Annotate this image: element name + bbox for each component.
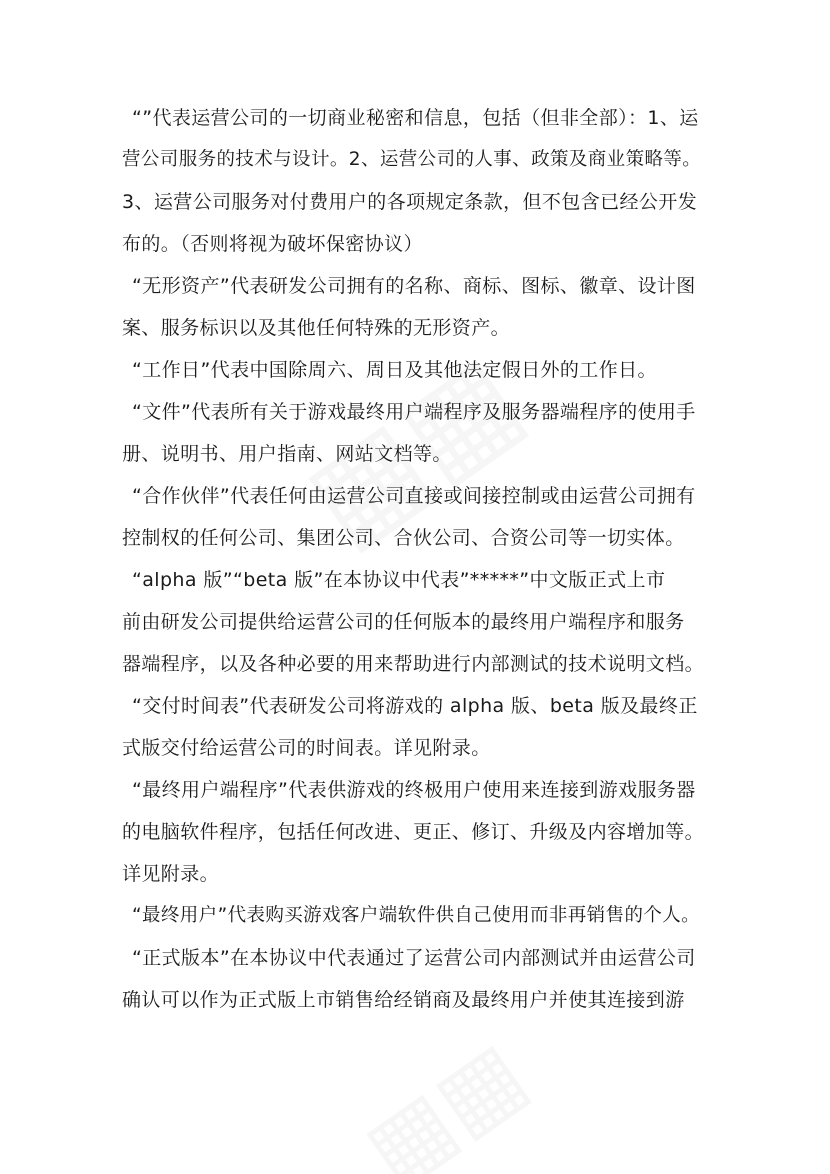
background-watermark [345, 1021, 545, 1174]
text-line: “最终用户”代表购买游戏客户端软件供自己使用而非再销售的个人。 [132, 905, 701, 926]
text-line: “工作日”代表中国除周六、周日及其他法定假日外的工作日。 [132, 359, 657, 381]
text-line: 的电脑软件程序，包括任何改进、更正、修订、升级及内容增加等。 [122, 821, 705, 843]
text-line: 案、服务标识以及其他任何特殊的无形资产。 [122, 317, 511, 339]
text-line: 前由研发公司提供给运营公司的任何版本的最终用户端程序和服务 [122, 611, 685, 633]
text-line: 营公司服务的技术与设计。2、运营公司的人事、政策及商业策略等。 [122, 149, 702, 170]
text-line: 3、运营公司服务对付费用户的各项规定条款，但不包含已经公开发 [122, 191, 698, 213]
text-line: “合作伙伴”代表任何由运营公司直接或间接控制或由运营公司拥有 [132, 485, 696, 507]
text-line: 器端程序，以及各种必要的用来帮助进行内部测试的技术说明文档。 [122, 653, 705, 675]
text-line: “正式版本”在本协议中代表通过了运营公司内部测试并由运营公司 [132, 947, 696, 969]
text-line: 册、说明书、用户指南、网站文档等。 [122, 443, 452, 465]
text-line: 详见附录。 [122, 863, 220, 885]
text-line: 式版交付给运营公司的时间表。详见附录。 [122, 737, 491, 759]
text-line: 控制权的任何公司、集团公司、合伙公司、合资公司等一切实体。 [122, 527, 685, 549]
text-line: “交付时间表”代表研发公司将游戏的 alpha 版、beta 版及最终正 [132, 695, 698, 717]
text-line: “无形资产”代表研发公司拥有的名称、商标、图标、徽章、设计图 [132, 275, 696, 297]
text-line: 布的。（否则将视为破坏保密协议） [122, 233, 423, 255]
text-line: “最终用户端程序”代表供游戏的终极用户使用来连接到游戏服务器 [132, 779, 696, 801]
text-line: “文件”代表所有关于游戏最终用户端程序及服务器端程序的使用手 [132, 401, 696, 423]
text-line: “alpha 版”“beta 版”在本协议中代表”*****”中文版正式上市 [132, 569, 666, 591]
text-line: “”代表运营公司的一切商业秘密和信息，包括（但非全部）：1、运 [132, 107, 699, 129]
text-line: 确认可以作为正式版上市销售给经销商及最终用户并使其连接到游 [122, 989, 685, 1011]
